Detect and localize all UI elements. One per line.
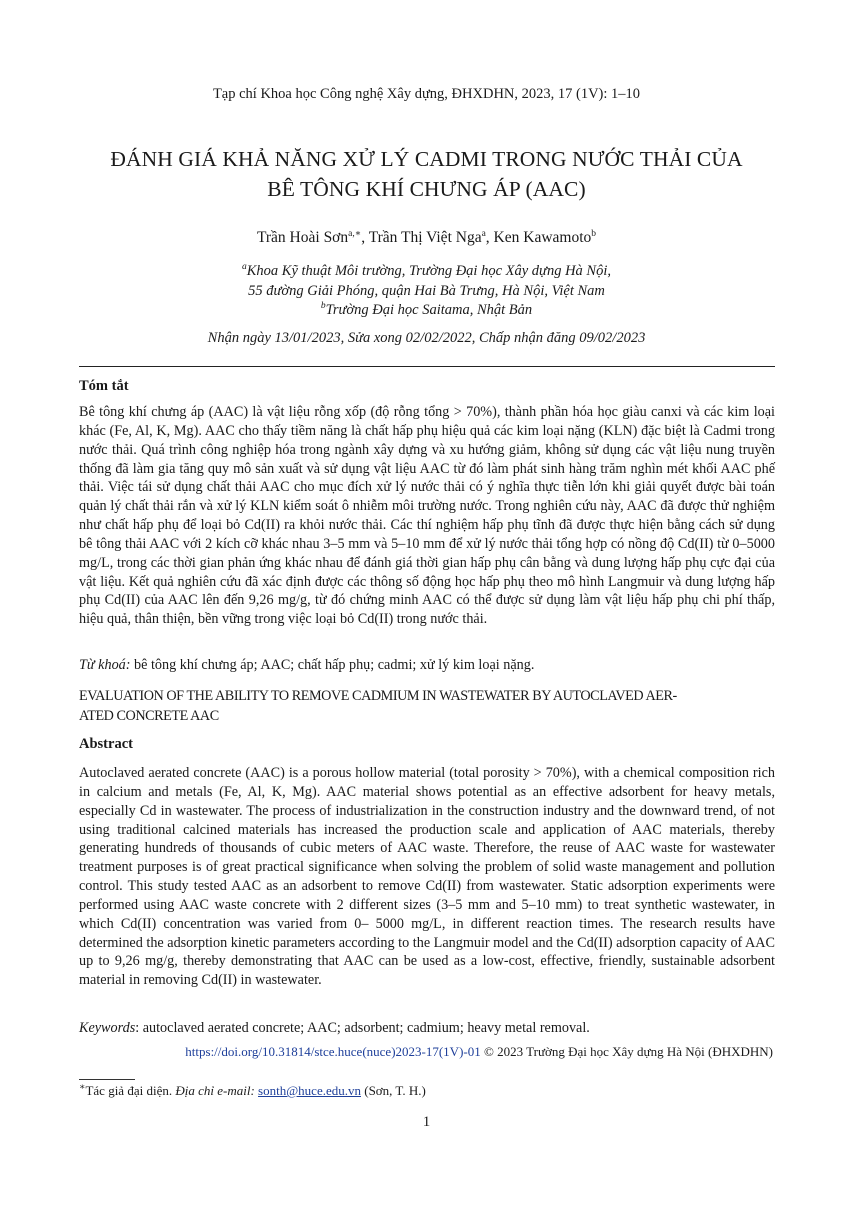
vn-keywords-label: Từ khoá: bbox=[79, 657, 131, 673]
affiliation-a bbox=[0, 262, 853, 282]
author-name: Trần Hoài Sơn bbox=[256, 229, 349, 246]
en-abstract-body: Autoclaved aerated concrete (AAC) is a porous hollow material (total porosity > 70%), with a chemical composition rich in calcium and metals (Fe, Al, K, Mg). AAC material shows potential as an effective adsorbent for heavy metals, especially Cd in wastewater. The process of industrialization in the construction industry and the downward trend, of not using traditional calcined materials has increased the production scale and application of AAC materials, thereby generating hundreds of thousands of cubic meters of AAC waste. Therefore, the reuse of AAC waste for wastewater treatment purposes is of great practical significance when solving the problem of solid waste management and pollution control. This study tested AAC as an adsorbent to remove Cd(II) from wastewater. Static adsorption experiments were performed using AAC waste concrete with 2 different sizes (3–5 mm and 5–10 mm) to treat synthetic wastewater, in which Cd(II) concentration was varied from 0– 5000 mg/L, in different reaction times. The research results have determined the adsorption kinetic parameters according to the Langmuir model and the Cd(II) adsorption capacity of AAC up to 9,26 mg/g, thereby demonstrating that AAC can be used as a low-cost, effective, friendly, sustainable adsorbent material in removing Cd(II) in wastewater. bbox=[79, 765, 775, 989]
paper-title bbox=[60, 144, 793, 204]
title-line-2: BÊ TÔNG KHÍ CHƯNG ÁP (AAC) bbox=[267, 177, 586, 201]
en-keywords-text: : autoclaved aerated concrete; AAC; adsorbent; cadmium; heavy metal removal. bbox=[135, 1020, 590, 1036]
doi-copyright-line bbox=[0, 1044, 773, 1060]
english-title bbox=[79, 686, 775, 726]
affil-mark: a bbox=[242, 262, 247, 273]
affil-text: Khoa Kỹ thuật Môi trường, Trường Đại học Xây dựng Hà Nội, bbox=[246, 263, 611, 279]
vn-keywords bbox=[79, 657, 775, 674]
journal-header: Tạp chí Khoa học Công nghệ Xây dựng, ĐHXDHN, 2023, 17 (1V): 1–10 bbox=[212, 86, 641, 102]
en-keywords-label: Keywords bbox=[79, 1020, 136, 1036]
author-affil-mark: a bbox=[481, 228, 486, 239]
footnote-text: Tác giả đại diện. bbox=[85, 1083, 176, 1098]
affiliation-a-address: 55 đường Giải Phóng, quận Hai Bà Trưng, Hà Nội, Việt Nam bbox=[248, 282, 605, 299]
author-name: Trần Thị Việt Nga bbox=[368, 229, 482, 246]
affil-text: Trường Đại học Saitama, Nhật Bản bbox=[325, 302, 533, 318]
vn-abstract-heading: Tóm tắt bbox=[79, 378, 129, 394]
title-line-1: ĐÁNH GIÁ KHẢ NĂNG XỬ LÝ CADMI TRONG NƯỚC THẢI CỦA bbox=[110, 147, 743, 171]
corresponding-author-footnote bbox=[79, 1083, 426, 1099]
author-affil-mark: b bbox=[591, 228, 597, 239]
copyright-text: © 2023 Trường Đại học Xây dựng Hà Nội (ĐHXDHN) bbox=[483, 1044, 773, 1059]
author-list: Trần Hoài Sơn$^{a,∗}$, Trần Thị Việt Nga$^a$, Ken Kawamoto$^b$ bbox=[256, 228, 597, 246]
affiliation-b bbox=[0, 301, 853, 321]
en-keywords bbox=[79, 1020, 775, 1037]
vn-keywords-text: bê tông khí chưng áp; AAC; chất hấp phụ; cadmi; xử lý kim loại nặng. bbox=[134, 657, 535, 673]
doi-link[interactable]: https://doi.org/10.31814/stce.huce(nuce)2023-17(1V)-01 bbox=[185, 1044, 481, 1059]
footnote-suffix: (Sơn, T. H.) bbox=[360, 1083, 426, 1098]
en-abstract-heading: Abstract bbox=[79, 736, 133, 752]
english-title-line-2: ATED CONCRETE AAC bbox=[79, 708, 219, 724]
email-label: Địa chỉ e-mail: bbox=[175, 1083, 255, 1098]
footnote-mark: ∗ bbox=[79, 1082, 86, 1093]
divider-top bbox=[79, 366, 775, 367]
english-title-line-1: EVALUATION OF THE ABILITY TO REMOVE CADMIUM IN WASTEWATER BY AUTOCLAVED AER- bbox=[79, 688, 677, 704]
received-dates: Nhận ngày 13/01/2023, Sửa xong 02/02/2022, Chấp nhận đăng 09/02/2023 bbox=[207, 330, 646, 346]
vn-abstract-body: Bê tông khí chưng áp (AAC) là vật liệu rỗng xốp (độ rỗng tổng > 70%), thành phần hóa học giàu canxi và các kim loại khác (Fe, Al, K, Mg). AAC cho thấy tiềm năng là chất hấp phụ hiệu quả các kim loại nặng (KLN) đặc biệt là Cadmi trong nước thải. Quá trình công nghiệp hóa trong ngành xây dựng và xu hướng giảm, không sử dụng các vật liệu nung truyền thống đã làm gia tăng quy mô sản xuất và sử dụng vật liệu AAC từ đó làm phát sinh hàng trăm nghìn mét khối AAC phế thải. Việc tái sử dụng chất thải AAC cho mục đích xử lý nước thải có ý nghĩa thực tiễn lớn khi giải quyết được bài toán quản lý chất thải rắn và xử lý KLN kiểm soát ô nhiễm môi trường nước. Trong nghiên cứu này, AAC đã được thử nghiệm như chất hấp phụ để loại bỏ Cd(II) ra khỏi nước thải. Các thí nghiệm hấp phụ tĩnh đã được thực hiện bằng cách sử dụng bê tông thải AAC với 2 kích cỡ khác nhau 3–5 mm và 5–10 mm để xử lý nước thải tổng hợp có nồng độ Cd(II) từ 0–5000 mg/L, trong các thời gian phản ứng khác nhau để đánh giá thời gian hấp phụ cân bằng và dung lượng hấp phụ cực đại của vật liệu. Kết quả nghiên cứu đã xác định được các thông số động học hấp phụ theo mô hình Langmuir và dung lượng hấp phụ Cd(II) của AAC lên đến 9,26 mg/g, từ đó chứng minh AAC có thể được sử dụng làm vật liệu hấp phụ chi phí thấp, hiệu quả, thân thiện, bền vững trong việc loại bỏ Cd(II) trong nước thải. bbox=[79, 404, 775, 628]
affil-mark: b bbox=[320, 301, 326, 312]
footnote-divider bbox=[79, 1079, 135, 1080]
email-link[interactable]: sonth@huce.edu.vn bbox=[258, 1083, 361, 1098]
author-name: Ken Kawamoto bbox=[493, 229, 592, 246]
page-number: 1 bbox=[422, 1114, 431, 1130]
author-affil-mark: a,∗ bbox=[348, 228, 362, 239]
affiliations bbox=[0, 262, 853, 321]
